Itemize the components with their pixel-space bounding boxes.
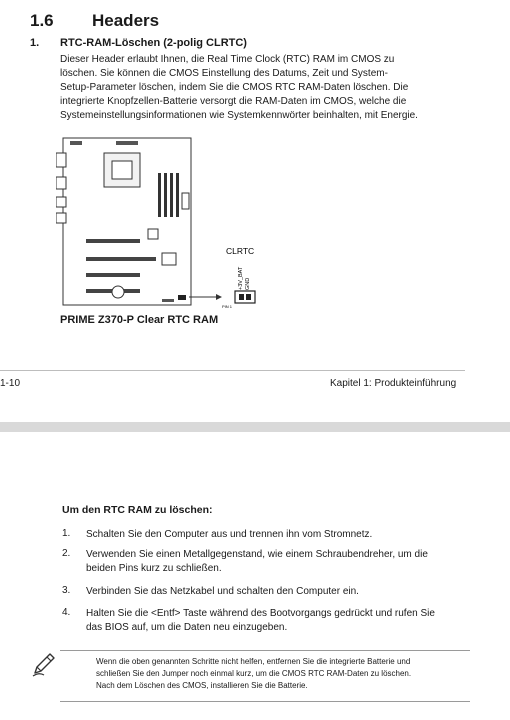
note-line: schließen Sie den Jumper noch einmal kurz, um die CMOS RTC RAM-Daten zu löschen. xyxy=(96,669,412,678)
description-line: löschen. Sie können die CMOS Einstellung des Datums, Zeit und System- xyxy=(60,68,388,79)
step-line: Verbinden Sie das Netzkabel und schalten den Computer ein. xyxy=(86,586,359,597)
step-line: Schalten Sie den Computer aus und trennen ihn vom Stromnetz. xyxy=(86,529,373,540)
page-break-band xyxy=(0,422,510,432)
clrtc-pin-2 xyxy=(246,294,251,300)
chipset xyxy=(148,229,158,239)
step-text xyxy=(86,607,476,635)
dimm-slot xyxy=(176,173,179,217)
note-line: Nach dem Löschen des CMOS, installieren Sie die Batterie. xyxy=(96,681,308,690)
step-line: Halten Sie die <Entf> Taste während des Bootvorgangs gedrückt und rufen Sie xyxy=(86,608,435,619)
step-line: Verwenden Sie einen Metallgegenstand, wie einem Schraubendreher, um die xyxy=(86,549,428,560)
note-line: Wenn die oben genannten Schritte nicht helfen, entfernen Sie die integrierte Batterie und xyxy=(96,657,411,666)
description-paragraph xyxy=(60,53,440,123)
diagram-caption: PRIME Z370-P Clear RTC RAM xyxy=(60,314,219,326)
pin-label-gnd: GND xyxy=(245,277,251,290)
pcie-slot xyxy=(86,273,140,277)
step-number: 3. xyxy=(62,585,71,596)
clrtc-header xyxy=(235,291,255,303)
subsection-number: 1. xyxy=(30,37,40,49)
power-connector xyxy=(182,193,189,209)
step-line: beiden Pins kurz zu schließen. xyxy=(86,563,222,574)
subsection-title: RTC-RAM-Löschen (2-polig CLRTC) xyxy=(60,37,247,49)
pcie-slot xyxy=(86,239,140,243)
clrtc-label: CLRTC xyxy=(226,246,255,256)
step-number: 4. xyxy=(62,607,71,618)
step-text xyxy=(86,528,476,542)
connector xyxy=(70,141,82,145)
pin-one-label: PIN 1 xyxy=(222,304,233,309)
clrtc-header-on-board xyxy=(178,295,186,300)
io-port xyxy=(56,177,66,189)
pin-label-bat: +3V_BAT xyxy=(238,266,244,290)
dimm-slot xyxy=(158,173,161,217)
dimm-slot xyxy=(164,173,167,217)
clrtc-pin-1 xyxy=(239,294,244,300)
description-line: Dieser Header erlaubt Ihnen, die Real Time Clock (RTC) RAM im CMOS zu xyxy=(60,54,395,65)
step-line: das BIOS auf, um die Daten neu einzugeben. xyxy=(86,622,288,633)
cmos-battery xyxy=(112,286,124,298)
page-number: 1-10 xyxy=(0,378,21,389)
pcie-slot xyxy=(86,257,156,261)
chapter-title: Kapitel 1: Produkteinführung xyxy=(330,378,457,389)
section-title: Headers xyxy=(92,11,160,30)
callout-arrow xyxy=(216,294,222,300)
connector xyxy=(116,141,138,145)
step-text xyxy=(86,548,476,576)
connector xyxy=(162,299,174,302)
note-top-rule xyxy=(60,650,470,651)
cpu-socket-core xyxy=(112,161,132,179)
step-text xyxy=(86,585,476,599)
io-port xyxy=(56,153,66,167)
description-line: Setup-Parameter löschen, indem Sie die CMOS RTC RAM-Daten löschen. Die xyxy=(60,82,409,93)
description-line: Systemeinstellungsinformationen wie Systemkennwörter beinhalten, mit Energie. xyxy=(60,110,418,121)
description-line: integrierte Knopfzellen-Batterie versorgt die RAM-Daten im CMOS, welche die xyxy=(60,96,407,107)
io-port xyxy=(56,197,66,207)
step-number: 2. xyxy=(62,548,71,559)
io-port xyxy=(56,213,66,223)
section-number: 1.6 xyxy=(30,11,54,30)
dimm-slot xyxy=(170,173,173,217)
steps-heading: Um den RTC RAM zu löschen: xyxy=(62,504,213,516)
note-bottom-rule xyxy=(60,701,470,702)
note-text xyxy=(96,656,466,692)
step-number: 1. xyxy=(62,528,71,539)
chipset xyxy=(162,253,176,265)
motherboard-diagram xyxy=(56,133,286,313)
footer-divider xyxy=(0,370,465,371)
pencil-note-icon xyxy=(30,650,58,678)
